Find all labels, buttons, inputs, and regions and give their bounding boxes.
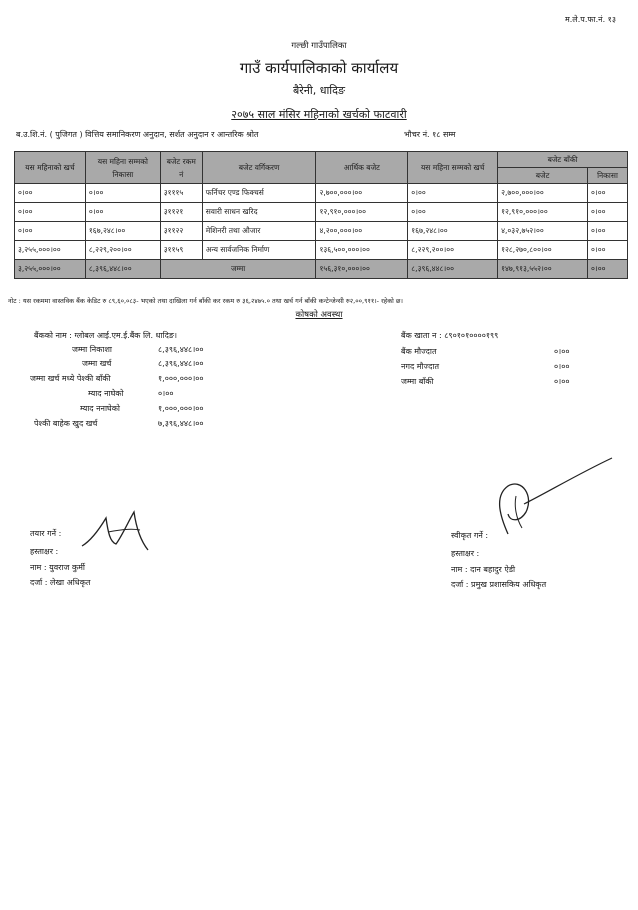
cell-rem-budget: २,७००,०००।०० (498, 184, 588, 203)
cell-withdrawal: १६७,२४८।०० (85, 222, 160, 241)
cell-annual: ४,२००,०००।०० (316, 222, 408, 241)
cell-annual: १३६,५००,०००।०० (316, 241, 408, 260)
bank-balance-label: बैंक मौज्दात (401, 347, 437, 356)
total-expense-value: ८,३९६,४४८।०० (158, 359, 204, 368)
not-expired-value: १,०००,०००।०० (158, 404, 204, 413)
cell-rem-withdrawal: ०।०० (587, 222, 627, 241)
cash-balance-value: ०।०० (554, 362, 570, 371)
header-remaining-budget: बजेट (498, 168, 588, 184)
cell-cumulative: ०।०० (408, 184, 498, 203)
cell-category: अन्य सार्वजनिक निर्माण (202, 241, 316, 260)
cell-rem-budget: १२,९१०,०००।०० (498, 203, 588, 222)
approved-signature (478, 456, 618, 546)
cell-cumulative: ८,२२९,२००।०० (408, 241, 498, 260)
total-rem-budget: १४७,९१३,५५२।०० (498, 260, 588, 279)
prepared-post: दर्जा : लेखा अधिकृत (30, 578, 91, 587)
prepared-sign: हस्ताक्षर : (30, 547, 59, 556)
total-withdrawal-label: जम्मा निकाशा (72, 345, 112, 354)
approved-post: दर्जा : प्रमुख प्रशासकिय अधिकृत (451, 580, 547, 589)
cell-monthly: ०।०० (15, 184, 86, 203)
cell-withdrawal: ०।०० (85, 203, 160, 222)
bank-name: बैंकको नाम : ग्लोबल आई.एम.ई.बैंक लि. धादिङ। (34, 331, 177, 340)
expired-label: म्याद नाघेको (88, 389, 124, 398)
approved-title: स्वीकृत गर्ने : (451, 531, 489, 540)
total-rem-withdrawal: ०।०० (587, 260, 627, 279)
bank-account: बैंक खाता न : ८९०१०१००००१९९ (401, 331, 499, 340)
header-cumulative-withdrawal: यस महिना सम्मको निकासा (85, 152, 160, 184)
bank-balance-value: ०।०० (554, 347, 570, 356)
cell-rem-budget: १२८,२७०,८००।०० (498, 241, 588, 260)
office-address: बैरेनी, धादिङ (292, 84, 346, 97)
municipality-name: गल्छी गाउँपालिका (291, 41, 347, 51)
net-expense-value: ७,३९६,४४८।०० (158, 419, 204, 428)
cell-code: ३११५९ (160, 241, 202, 260)
header-monthly-expense: यस महिनाको खर्च (15, 152, 86, 184)
cash-balance-label: नगद मौज्दात (401, 362, 440, 371)
prepared-signature (78, 506, 158, 556)
cash-status-title: कोषको अवस्था (295, 310, 343, 320)
total-withdrawal-value: ८,३९६,४४८।०० (158, 345, 204, 354)
cell-code: ३११२१ (160, 203, 202, 222)
cell-monthly: ०।०० (15, 222, 86, 241)
total-withdrawal: ८,३९६,४४८।०० (85, 260, 160, 279)
approved-name: नाम : दान बहादुर ऐडी (451, 565, 516, 574)
cell-cumulative: ०।०० (408, 203, 498, 222)
voucher-number: भौचर नं. १८ सम्म (404, 130, 456, 139)
header-budget-code: बजेट रकम नं (160, 152, 202, 184)
budget-line: ब.उ.शि.नं. ( पुजिगत ) वित्तिय समानिकरण अनुदान, सर्शत अनुदान र आन्तरिक श्रोत (16, 130, 259, 139)
net-expense-label: पेश्की बाहेक खुद खर्च (34, 419, 98, 428)
total-monthly: ३,२५५,०००।०० (15, 260, 86, 279)
cell-monthly: ३,२५५,०००।०० (15, 241, 86, 260)
header-remaining-withdrawal: निकासा (587, 168, 627, 184)
total-expense-label: जम्मा खर्च (82, 359, 112, 368)
total-cumulative: ८,३९६,४४८।०० (408, 260, 498, 279)
office-name: गाउँ कार्यपालिकाको कार्यालय (239, 59, 399, 77)
expense-table (14, 151, 628, 279)
advance-remaining-value: १,०००,०००।०० (158, 374, 204, 383)
header-annual-budget: आर्थिक बजेट (316, 152, 408, 184)
cell-annual: १२,९१०,०००।०० (316, 203, 408, 222)
cell-withdrawal: ८,२२९,२००।०० (85, 241, 160, 260)
cell-category: मेशिनरी तथा औजार (202, 222, 316, 241)
cell-withdrawal: ०।०० (85, 184, 160, 203)
cell-annual: २,७००,०००।०० (316, 184, 408, 203)
cell-category: फर्निचर एण्ड फिक्चर्स (202, 184, 316, 203)
total-balance-label: जम्मा बाँकी (401, 377, 434, 386)
prepared-name: नाम : युवराज कुर्मी (30, 563, 85, 572)
header-remaining: बजेट बाँकी (498, 152, 628, 168)
total-annual: १५६,३१०,०००।०० (316, 260, 408, 279)
cell-code: ३१११५ (160, 184, 202, 203)
form-number: म.ले.प.फा.नं. १३ (564, 15, 616, 24)
cell-rem-withdrawal: ०।०० (587, 203, 627, 222)
cell-code: ३११२२ (160, 222, 202, 241)
cell-category: सवारी साधन खरिद (202, 203, 316, 222)
prepared-title: तयार गर्ने : (30, 529, 62, 538)
cell-rem-budget: ४,०३२,७५२।०० (498, 222, 588, 241)
total-label: जम्मा (160, 260, 316, 279)
table-row (15, 203, 628, 222)
cell-rem-withdrawal: ०।०० (587, 184, 627, 203)
table-row (15, 241, 628, 260)
table-row (15, 222, 628, 241)
report-title: २०७५ साल मंसिर महिनाको खर्चको फाटवारी (231, 108, 407, 121)
total-row (15, 260, 628, 279)
header-budget-category: बजेट वर्गिकरण (202, 152, 316, 184)
advance-remaining-label: जम्मा खर्च मध्ये पेश्की बाँकी (30, 374, 111, 383)
cell-monthly: ०।०० (15, 203, 86, 222)
cell-cumulative: १६७,२४८।०० (408, 222, 498, 241)
cell-rem-withdrawal: ०।०० (587, 241, 627, 260)
total-balance-value: ०।०० (554, 377, 570, 386)
table-row (15, 184, 628, 203)
approved-sign: हस्ताक्षर : (451, 549, 480, 558)
header-cumulative-expense: यस महिना सम्मको खर्च (408, 152, 498, 184)
expired-value: ०।०० (158, 389, 174, 398)
footnote: नोट : यस रकममा वास्तविक बैंक केडिट रु ८९,६०,०८३- भएको तथा दाखिला गर्न बाँकी कर रकम रु ३६,२४७५.० तथा खर्च गर्न बाँकी कन्टेन्जेन्सी रु२,००,९११।- रहेको छ। (8, 297, 403, 305)
not-expired-label: म्याद ननाघेको (80, 404, 120, 413)
